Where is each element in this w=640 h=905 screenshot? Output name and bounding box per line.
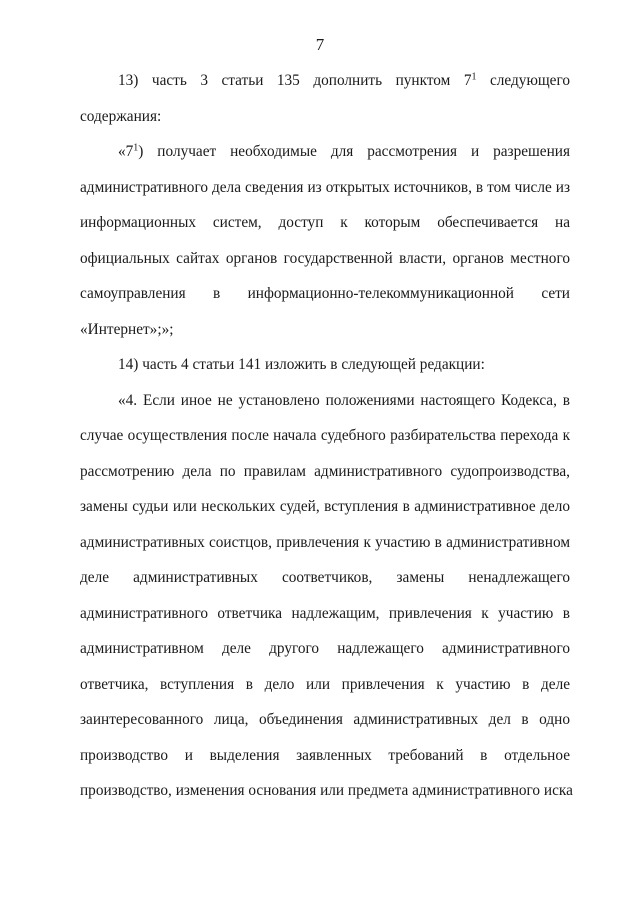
text-line: случае осуществления после начала судебного разбирательства перехода к <box>80 427 570 444</box>
text-line: 14) часть 4 статьи 141 изложить в следующей редакции: <box>118 356 485 373</box>
text-line: содержания: <box>80 107 162 125</box>
text-line: производство и выделения заявленных требований в отдельное <box>80 746 570 764</box>
text-line: 13) часть 3 статьи 135 дополнить пунктом $7^1$ следующего <box>118 71 570 89</box>
text-line: производство, изменения основания или предмета административного иска <box>80 782 573 799</box>
text-line: «$7^1$) получает необходимые для рассмотрения и разрешения <box>118 142 570 160</box>
text-line: рассмотрению дела по правилам административного судопроизводства, <box>80 462 570 480</box>
text-line: административном деле другого надлежащего административного <box>80 640 570 657</box>
text-line: заинтересованного лица, объединения административных дел в одно <box>80 711 570 728</box>
text-line: информационных систем, доступ к которым обеспечивается на <box>80 214 570 231</box>
text-line: «Интернет»;»; <box>80 320 174 338</box>
text-line: административных соистцов, привлечения к участию в административном <box>80 533 570 551</box>
text-line: деле административных соответчиков, замены ненадлежащего <box>80 569 570 586</box>
text-line: ответчика, вступления в дело или привлечения к участию в деле <box>80 675 570 693</box>
text-line: официальных сайтах органов государственной власти, органов местного <box>80 249 570 267</box>
text-line: самоуправления в информационно-телекоммуникационной сети <box>80 285 570 302</box>
text-line: административного ответчика надлежащим, привлечения к участию в <box>80 604 570 622</box>
page-number: 7 <box>315 35 325 54</box>
text-line: «4. Если иное не установлено положениями настоящего Кодекса, в <box>118 391 570 409</box>
text-line: административного дела сведения из открытых источников, в том числе из <box>80 178 570 196</box>
text-line: замены судьи или нескольких судей, вступления в административное дело <box>80 498 570 515</box>
